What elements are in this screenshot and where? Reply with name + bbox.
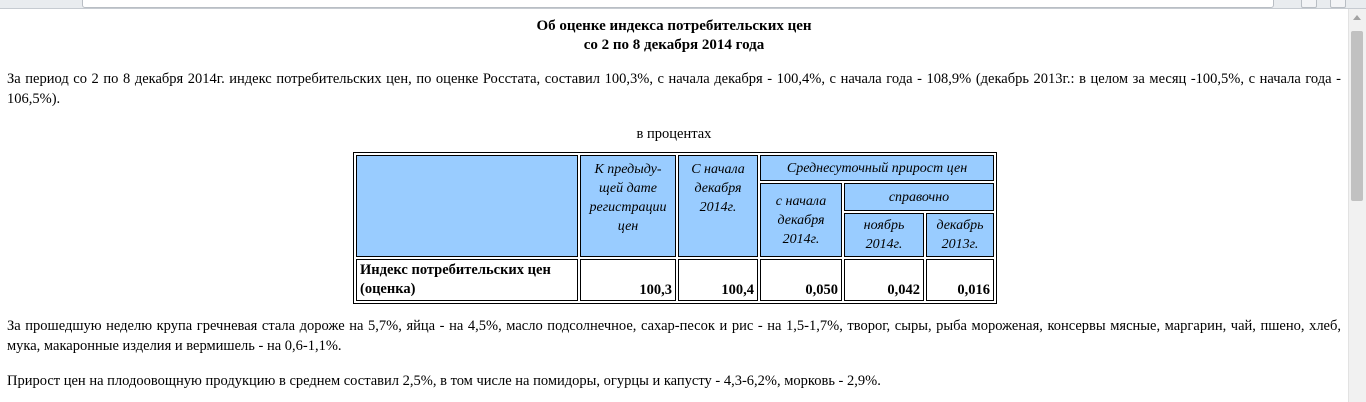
header-reference: справочно bbox=[844, 183, 994, 211]
prices-paragraph: За прошедшую неделю крупа гречневая стала дороже на 5,7%, яйца - на 4,5%, масло подсолнечное, сахар-песок и рис - на 1,5-1,7%, творог, сыры, рыба мороженая, консервы мясные, маргарин, чай, пшено, хлеб, мука, макаронные изделия и вермишель - на 0,6-1,1%. bbox=[7, 318, 1341, 354]
title-line-2: со 2 по 8 декабря 2014 года bbox=[583, 37, 765, 53]
document-title bbox=[7, 17, 1341, 55]
row-label: Индекс потребительских цен (оценка) bbox=[356, 259, 578, 301]
value-dec-2013: 0,016 bbox=[926, 259, 994, 301]
intro-paragraph: За период со 2 по 8 декабря 2014г. индекс потребительских цен, по оценке Росстата, составил 100,3%, с начала декабря - 100,4%, с начала года - 108,9% (декабрь 2013г.: в целом за месяц -100,5%, с начала года - 106,5%). bbox=[7, 71, 1341, 107]
header-daily-growth: Среднесуточный прирост цен bbox=[760, 155, 994, 181]
address-bar[interactable] bbox=[82, 0, 1274, 8]
units-note: в процентах bbox=[636, 126, 712, 142]
value-since-month: 100,4 bbox=[678, 259, 758, 301]
document-content bbox=[7, 17, 1341, 391]
scroll-up-arrow-icon[interactable] bbox=[1353, 15, 1361, 20]
value-daily-since-month: 0,050 bbox=[760, 259, 842, 301]
scroll-thumb[interactable] bbox=[1351, 31, 1363, 201]
value-prev-date: 100,3 bbox=[580, 259, 676, 301]
header-since-month-daily: с начала декабря 2014г. bbox=[760, 183, 842, 257]
header-nov-2014: ноябрь 2014г. bbox=[844, 213, 924, 257]
cpi-table bbox=[353, 152, 997, 304]
header-since-month: С начала декабря 2014г. bbox=[678, 155, 758, 257]
header-prev-date: К предыду-щей дате регистрации цен bbox=[580, 155, 676, 257]
menu-button[interactable] bbox=[1330, 0, 1346, 8]
table-corner-cell bbox=[356, 155, 578, 257]
title-line-1: Об оценке индекса потребительских цен bbox=[536, 18, 812, 34]
browser-toolbar bbox=[0, 0, 1366, 9]
toolbar-button[interactable] bbox=[1301, 0, 1317, 8]
header-dec-2013: декабрь 2013г. bbox=[926, 213, 994, 257]
value-nov-2014: 0,042 bbox=[844, 259, 924, 301]
produce-paragraph: Прирост цен на плодоовощную продукцию в среднем составил 2,5%, в том числе на помидоры, огурцы и капусту - 4,3-6,2%, морковь - 2,9%. bbox=[7, 373, 881, 389]
vertical-scrollbar[interactable] bbox=[1348, 9, 1366, 402]
